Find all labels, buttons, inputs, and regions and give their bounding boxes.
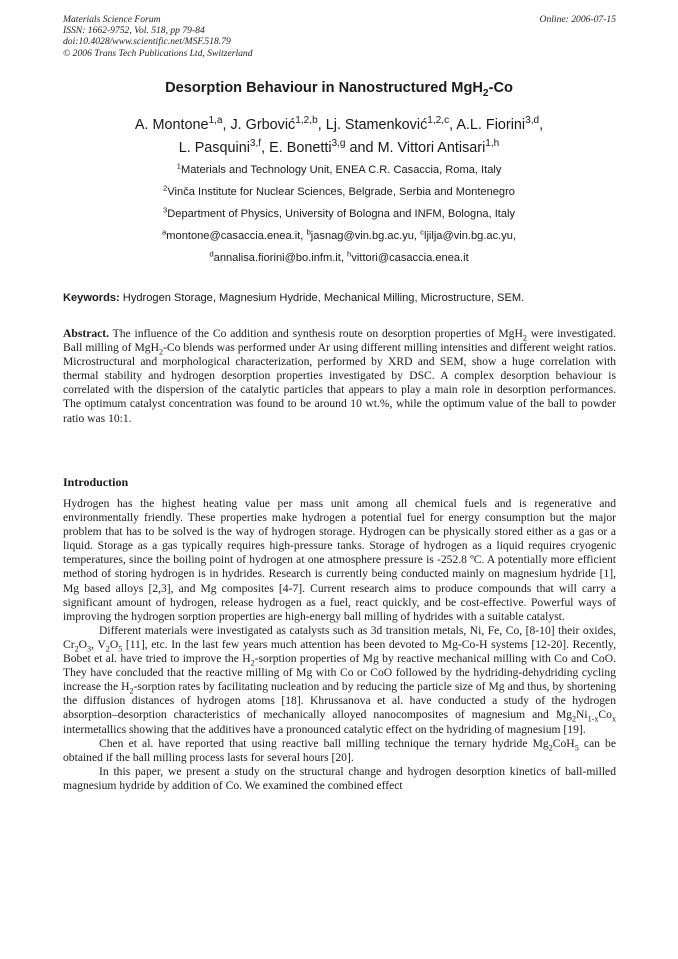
author-separator: , — [449, 117, 457, 133]
affiliation-marker: 3 — [162, 205, 168, 215]
author-name: J. Grbović — [230, 117, 296, 133]
affiliation-line — [0, 163, 678, 177]
issn-line: ISSN: 1662-9752, Vol. 518, pp 79-84 — [63, 25, 205, 37]
email-marker: d — [209, 249, 214, 259]
email-marker: c — [420, 227, 424, 237]
title-subscript: 2 — [482, 87, 489, 99]
copyright-line: © 2006 Trans Tech Publications Ltd, Switzerland — [63, 47, 253, 59]
author-name: M. Vittori Antisari — [377, 140, 486, 156]
author-line-1 — [0, 114, 678, 137]
intro-paragraph: Chen et al. have reported that using reactive ball milling technique the ternary hydride $Mg_2CoH_5$ can be obtained if the ball milling process lasts for several hours [20]. — [63, 736, 616, 764]
author-separator: , — [317, 117, 326, 133]
email-marker: a — [161, 227, 167, 237]
introduction-body — [63, 497, 616, 793]
paper-title — [0, 80, 678, 99]
title-tail: -Co — [488, 80, 513, 96]
intro-paragraph: Hydrogen has the highest heating value per mass unit among all chemical fuels and is regenerative and environmentally friendly. These properties make hydrogen a potential fuel for energy consumption but the major problem that has to be solved is the way of hydrogen storage. Hydrogen can be physically stored either as a gas or a liquid. Storage as a gas typically requires high-pressure tanks. Storage of hydrogen as a liquid requires cryogenic temperatures, since the boiling point of hydrogen at one atmosphere pressure is -252.8 ºC. A potentially more efficient method of storing hydrogen is in hydrides. Research is currently being conducted mainly on magnesium hydride [1], Mg based alloys [2,3], and Mg composites [4-7]. Current research aims to produce compounds that will carry a significant amount of hydrogen, release hydrogen as a fuel, react quickly, and be cost-effective. Powerful ways of improving the hydrogen sorption properties are high-energy ball milling of hydrides with a suitable catalyst. — [63, 497, 616, 623]
affiliation-text: Department of Physics, University of Bologna and INFM, Bologna, Italy — [167, 208, 516, 220]
affiliation-text: Materials and Technology Unit, ENEA C.R. Casaccia, Roma, Italy — [180, 164, 502, 176]
online-date: Online: 2006-07-15 — [539, 14, 616, 25]
email-marker: h — [347, 249, 352, 259]
journal-name: Materials Science Forum — [63, 14, 161, 25]
author-name: A.L. Fiorini — [456, 117, 526, 133]
title-text: Desorption Behaviour in Nanostructured MgH — [165, 80, 483, 96]
keywords — [63, 292, 616, 304]
keywords-label: Keywords: — [63, 292, 120, 304]
email-address: jasnag@vin.bg.ac.yu, — [310, 230, 421, 242]
email-line-2 — [0, 251, 678, 265]
email-address: ljilja@vin.bg.ac.yu, — [423, 230, 517, 242]
email-address: montone@casaccia.enea.it, — [166, 230, 307, 242]
affiliation-marker: 2 — [163, 183, 168, 193]
author-name: L. Pasquini — [178, 140, 250, 156]
abstract-text: The influence of the Co addition and synthesis route on desorption properties of MgH$_2$ were investigated. Ball milling of MgH$_2$-Co blends was performed under Ar using different milling intensities and different weight ratios. Microstructural and morphological characterization, performed by XRD and SEM, show a huge correlation with thermal stability and hydrogen desorption properties investigated by DSC. A complex desorption behaviour is correlated with the dispersion of the catalytic particles that appears to play a main role in desorption performances. The optimum catalyst concentration was found to be around 10 wt.%, while the optimum value of the ball to powder ratio was 10:1. — [63, 327, 616, 425]
author-affiliation-marker: 1,2,c — [427, 115, 450, 127]
affiliation-line — [0, 207, 678, 221]
doi-line: doi:10.4028/www.scientific.net/MSF.518.79 — [63, 36, 231, 48]
author-separator: , — [222, 117, 231, 133]
author-name: A. Montone — [134, 117, 209, 133]
keywords-text: Hydrogen Storage, Magnesium Hydride, Mechanical Milling, Microstructure, SEM. — [119, 292, 525, 304]
abstract — [63, 327, 616, 426]
abstract-label: Abstract. — [63, 327, 110, 340]
email-marker: b — [306, 227, 311, 237]
author-affiliation-marker: 1,2,b — [295, 115, 318, 127]
publication-header — [63, 14, 616, 59]
email-line-1 — [0, 229, 678, 243]
author-separator: and — [345, 140, 378, 156]
author-affiliation-marker: 3,f — [249, 138, 262, 150]
author-name: Lj. Stamenković — [325, 117, 428, 133]
author-affiliation-marker: 3,g — [331, 138, 346, 150]
author-separator: , — [539, 117, 544, 133]
author-affiliation-marker: 1,a — [208, 115, 223, 127]
section-heading-introduction: Introduction — [63, 475, 129, 489]
author-separator: , — [261, 140, 270, 156]
affiliation-text: Vinča Institute for Nuclear Sciences, Belgrade, Serbia and Montenegro — [167, 186, 515, 198]
intro-paragraph: In this paper, we present a study on the structural change and hydrogen desorption kinetics of ball-milled magnesium hydride by addition of Co. We examined the combined effect — [63, 764, 616, 792]
email-address: annalisa.fiorini@bo.infm.it, — [213, 252, 348, 264]
author-name: E. Bonetti — [269, 140, 332, 156]
author-affiliation-marker: 1,h — [485, 138, 500, 150]
author-line-2 — [0, 137, 678, 160]
intro-paragraph: Different materials were investigated as catalysts such as 3d transition metals, Ni, Fe, Co, [8-10] their oxides, $Cr_2O_3$, $V_2O_5$ [11], etc. In the last few years much attention has been devoted to Mg-Co-H systems [12-20]. Recently, Bobet et al. have tried to improve the $H_2$-sorption properties of Mg by reactive mechanical milling with Co and CoO. They have concluded that the reactive milling of Mg with Co or CoO followed by the hydriding-dehydriding cycling increase the $H_2$-sorption rates by facilitating nucleation and by reducing the particle size of Mg and thus, by shortening the diffusion distances of hydrogen atoms [18]. Khrussanova et al. have conducted a study of the hydrogen absorption–desorption characteristics of mechanically alloyed nanocomposites of magnesium and $Mg_2Ni_{1-x}Co_x$ intermetallics showing that the additives have a pronounced catalytic effect on the hydriding of magnesium [19]. — [63, 623, 616, 736]
email-address: vittori@casaccia.enea.it — [351, 252, 469, 264]
author-affiliation-marker: 3,d — [525, 115, 540, 127]
affiliation-line — [0, 185, 678, 199]
affiliation-marker: 1 — [176, 161, 181, 171]
